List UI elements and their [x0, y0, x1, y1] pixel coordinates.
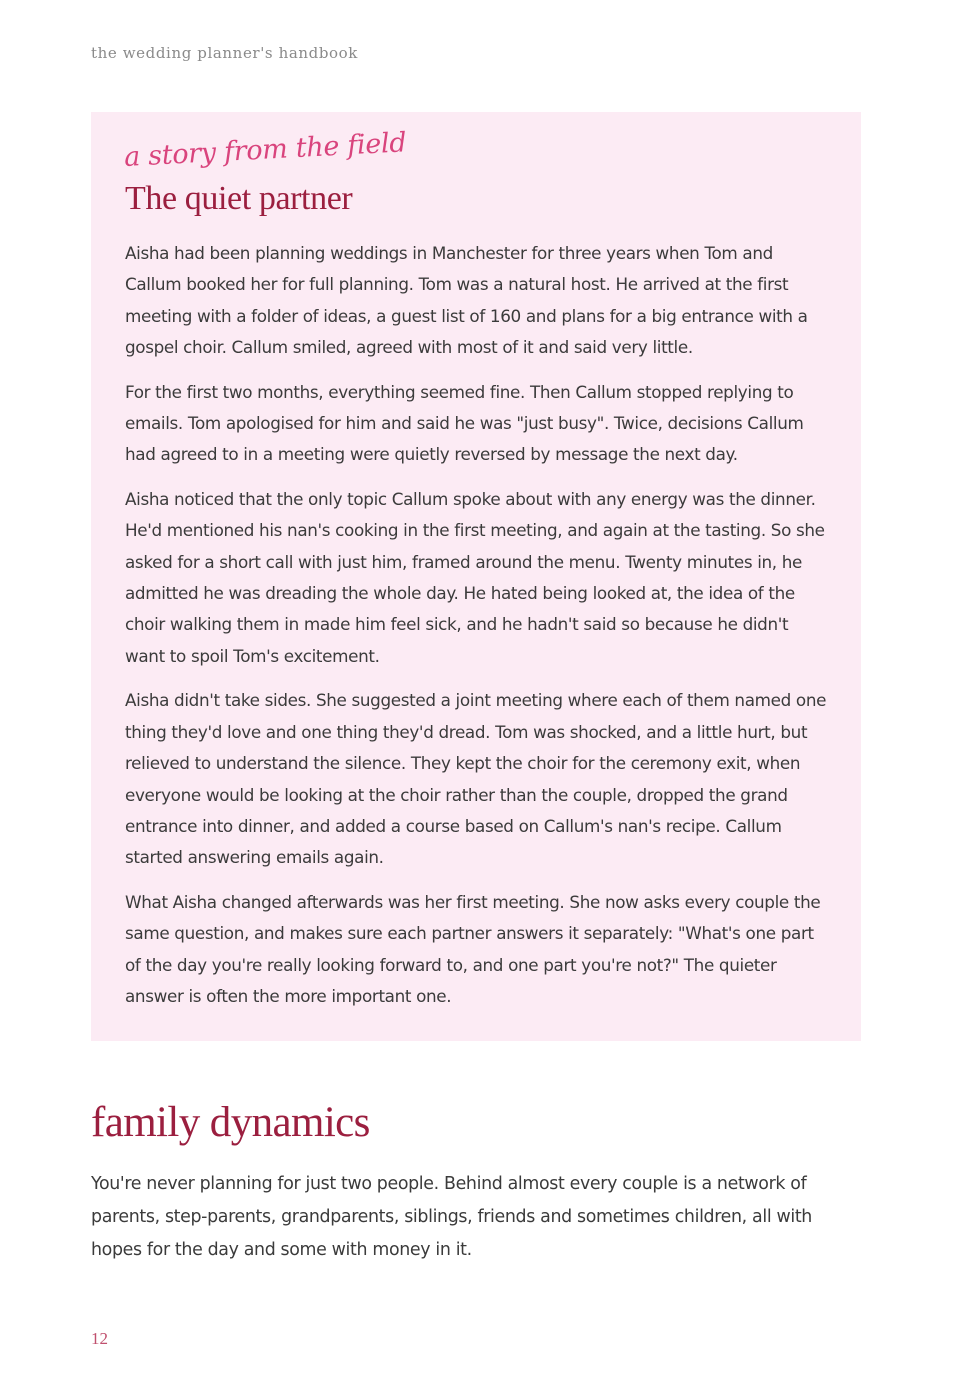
story-title: The quiet partner — [125, 180, 353, 217]
page-number: 12 — [91, 1329, 108, 1348]
section-body: You're never planning for just two people. Behind almost every couple is a network of parents, step-parents, grandparents, siblings, friends and sometimes children, all with hopes for the day and some with money in it. — [91, 1174, 812, 1260]
running-head: the wedding planner's handbook — [91, 44, 359, 62]
story-paragraph: What Aisha changed afterwards was her first meeting. She now asks every couple the same question, and makes sure each partner answers it separately: "What's one part of the day you're really looking forward to, and one part you're not?" The quieter answer is often the more important one. — [125, 891, 821, 1006]
story-body — [125, 238, 831, 1025]
story-paragraph: Aisha had been planning weddings in Manchester for three years when Tom and Callum booked her for full planning. Tom was a natural host. He arrived at the first meeting with a folder of ideas, a guest list of 160 and plans for a big entrance with a gospel choir. Callum smiled, agreed with most of it and said very little. — [125, 243, 808, 358]
story-paragraph: Aisha didn't take sides. She suggested a joint meeting where each of them named one thing they'd love and one thing they'd dread. Tom was shocked, and a little hurt, but relieved to understand the silence. They kept the choir for the ceremony exit, when everyone would be looking at the choir rather than the couple, dropped the grand entrance into dinner, and added a course based on Callum's nan's recipe. Callum started answering emails again. — [125, 690, 827, 868]
section-heading: family dynamics — [91, 1099, 370, 1146]
story-sidebar — [91, 112, 861, 1041]
story-kicker: a story from the field — [123, 127, 408, 173]
story-paragraph: Aisha noticed that the only topic Callum spoke about with any energy was the dinner. He'd mentioned his nan's cooking in the first meeting, and again at the tasting. So she asked for a short call with just him, framed around the menu. Twenty minutes in, he admitted he was dreading the whole day. He hated being looked at, the idea of the choir walking them in made him feel sick, and he hadn't said so because he didn't want to spoil Tom's excitement. — [125, 488, 825, 666]
story-paragraph: For the first two months, everything seemed fine. Then Callum stopped replying to emails. Tom apologised for him and said he was "just busy". Twice, decisions Callum had agreed to in a meeting were quietly reversed by message the next day. — [125, 381, 804, 465]
